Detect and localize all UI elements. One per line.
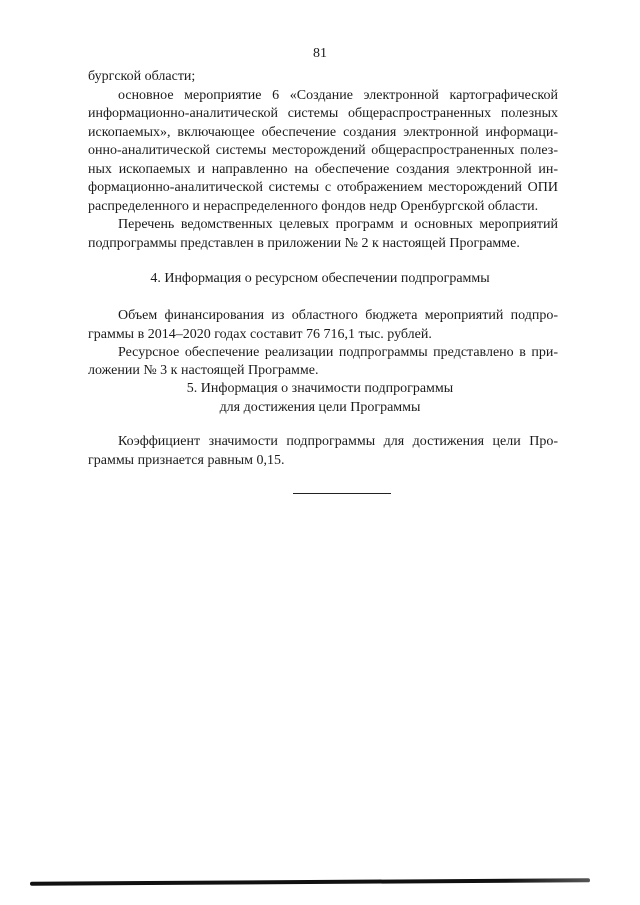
paragraph-financing <box>88 307 558 344</box>
scan-edge-bar <box>30 878 590 885</box>
text-line: Ресурсное обеспечение реализации подпрограммы представлено в при- <box>118 344 558 360</box>
section-heading-5 <box>0 380 640 417</box>
text-line: подпрограммы представлен в приложении № 2 к настоящей Программе. <box>88 235 520 251</box>
paragraph-measure-6 <box>88 68 558 216</box>
page-number: 81 <box>313 46 327 61</box>
paragraph-resources <box>88 344 558 381</box>
text-line: формационно-аналитической системы с отображением месторождений ОПИ <box>88 180 558 195</box>
text-line: граммы признается равным 0,15. <box>88 452 285 468</box>
paragraph-coefficient <box>88 433 558 470</box>
text-line: информационно-аналитической системы общераспространенных полезных <box>88 106 558 121</box>
text-line: граммы в 2014–2020 годах составит 76 716,1 тыс. рублей. <box>88 326 432 342</box>
heading-line: для достижения цели Программы <box>219 399 421 415</box>
text-line: ложении № 3 к настоящей Программе. <box>88 363 319 378</box>
text-line: Перечень ведомственных целевых программ и основных мероприятий <box>118 217 558 232</box>
text-line: Коэффициент значимости подпрограммы для достижения цели Про- <box>118 434 558 449</box>
section-heading-4: 4. Информация о ресурсном обеспечении подпрограммы <box>150 271 490 286</box>
text-line: основное мероприятие 6 «Создание электронной картографической <box>118 87 558 103</box>
text-line: распределенного и нераспределенного фондов недр Оренбургской области. <box>88 198 539 214</box>
text-line: ископаемых», включающее обеспечение создания электронной информаци- <box>88 124 558 140</box>
end-rule <box>293 493 391 494</box>
paragraph-programs-list <box>88 216 558 253</box>
text-line: онно-аналитической системы месторождений общераспространенных полез- <box>88 143 558 158</box>
text-line: бургской области; <box>88 69 196 84</box>
heading-line: 5. Информация о значимости подпрограммы <box>186 381 454 396</box>
text-line: ных ископаемых и направленно на обеспечение создания электронной ин- <box>88 161 558 177</box>
text-line: Объем финансирования из областного бюджета мероприятий подпро- <box>118 308 558 323</box>
